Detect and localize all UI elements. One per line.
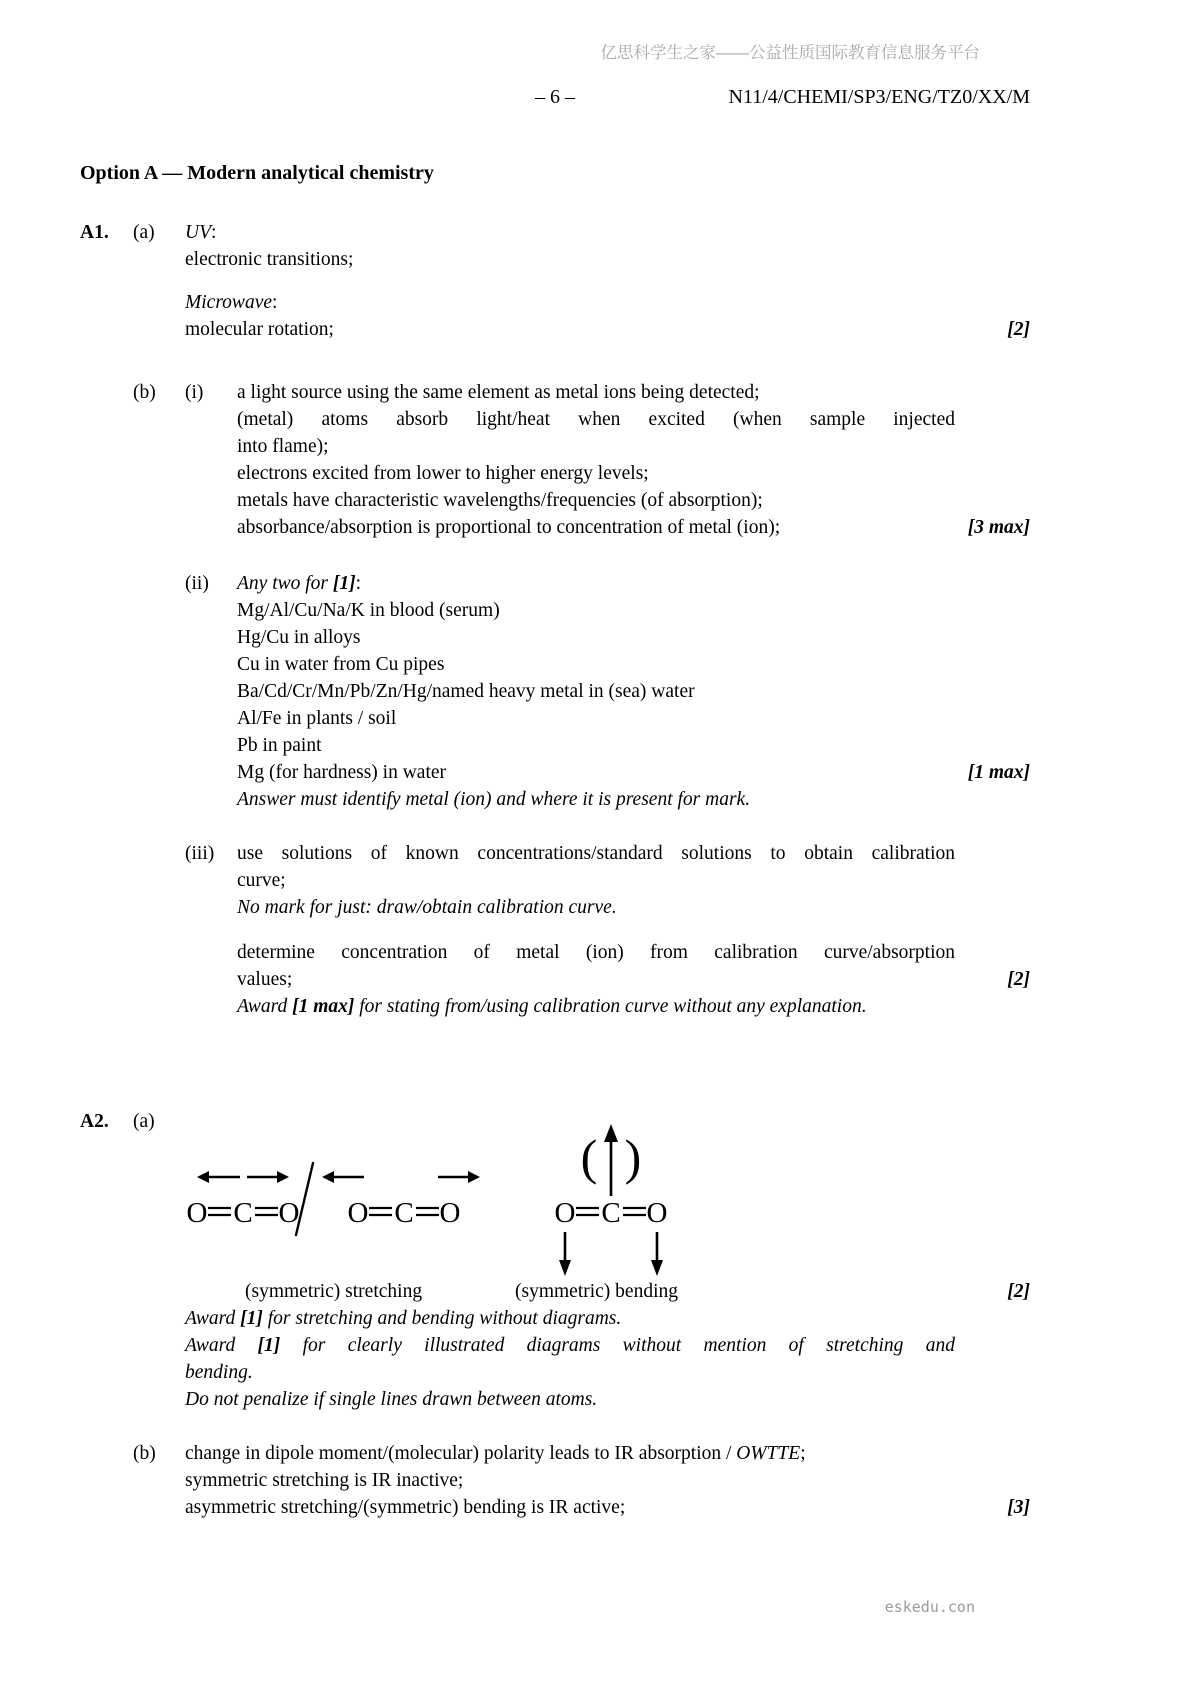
caption-stretching: (symmetric) stretching — [245, 1281, 423, 1302]
mark-a2a: [2] — [1007, 1281, 1030, 1302]
mark-a1bi: [3 max] — [967, 517, 1030, 538]
stretching-diagram-2 — [320, 1108, 482, 1278]
question-a1bii — [80, 570, 1030, 813]
atom-c: C — [394, 1197, 414, 1229]
part-label-b: (b) — [133, 1443, 156, 1464]
answer-line: asymmetric stretching/(symmetric) bending is IR active; [3] — [185, 1494, 1030, 1521]
page-header — [80, 84, 1030, 111]
examiner-note: Award [1] for stretching and bending without diagrams. — [185, 1308, 622, 1329]
subpart-label-ii: (ii) — [185, 573, 209, 594]
answer-line: change in dipole moment/(molecular) polarity leads to IR absorption / OWTTE; — [185, 1443, 806, 1464]
part-label-b: (b) — [133, 382, 156, 403]
question-a2a — [80, 1108, 1030, 1413]
answer-line: Ba/Cd/Cr/Mn/Pb/Zn/Hg/named heavy metal in (sea) water — [237, 681, 695, 702]
mark-a1biii: [2] — [1007, 969, 1030, 990]
option-title: Option A — Modern analytical chemistry — [80, 162, 434, 184]
examiner-note: Do not penalize if single lines drawn between atoms. — [185, 1389, 598, 1410]
part-label-a: (a) — [133, 1111, 155, 1132]
answer-line: molecular rotation; [2] — [185, 316, 1030, 343]
answer-a2b — [185, 1440, 1030, 1521]
answer-line: a light source using the same element as metal ions being detected; — [237, 382, 760, 403]
spacer — [133, 570, 185, 813]
answer-line: symmetric stretching is IR inactive; — [185, 1470, 464, 1491]
examiner-note: Award [1 max] for stating from/using calibration curve without any explanation. — [237, 996, 867, 1017]
answer-line: determine concentration of metal (ion) from calibration curve/absorption — [237, 942, 955, 963]
answer-line: (metal) atoms absorb light/heat when excited (when sample injected — [237, 409, 955, 430]
answer-line: electrons excited from lower to higher energy levels; — [237, 463, 649, 484]
answer-line: metals have characteristic wavelengths/frequencies (of absorption); — [237, 490, 763, 511]
watermark: eskedu.con — [884, 1598, 975, 1616]
spacer — [80, 1440, 133, 1521]
answer-a1bii — [237, 570, 1030, 813]
right-arrow-icon — [468, 1171, 480, 1183]
mark-a1bii: [1 max] — [967, 762, 1030, 783]
answer-line: values; [2] — [237, 966, 1030, 993]
answer-line: Al/Fe in plants / soil — [237, 708, 397, 729]
mark-a2b: [3] — [1007, 1497, 1030, 1518]
examiner-notes — [185, 1305, 1030, 1413]
atom-c: C — [601, 1197, 621, 1229]
answer-a1bi — [237, 379, 1030, 541]
bending-diagram — [553, 1108, 669, 1278]
spacer — [80, 570, 133, 813]
answer-line: UV: — [185, 222, 217, 243]
question-a1biii — [80, 840, 1030, 1020]
answer-line: Microwave: — [185, 292, 278, 313]
diagram-captions — [185, 1278, 1030, 1305]
left-arrow-icon — [322, 1171, 334, 1183]
spacer — [80, 840, 133, 1020]
term-microwave: Microwave — [185, 292, 272, 313]
answer-line: curve; — [237, 870, 286, 891]
left-arrow-icon — [197, 1171, 209, 1183]
answer-a1a — [185, 219, 1030, 343]
answer-line: absorbance/absorption is proportional to concentration of metal (ion); [3 max] — [237, 514, 1030, 541]
answer-line: electronic transitions; — [185, 249, 354, 270]
answer-line: Hg/Cu in alloys — [237, 627, 361, 648]
page-number: – 6 – — [535, 86, 575, 108]
paren-open: ( — [580, 1129, 598, 1185]
site-banner: 亿思科学生之家——公益性质国际教育信息服务平台 — [600, 44, 980, 62]
answer-line: Pb in paint — [237, 735, 322, 756]
mark-a1a: [2] — [1007, 319, 1030, 340]
part-label-a: (a) — [133, 222, 155, 243]
spacer — [133, 840, 185, 1020]
caption-bending: (symmetric) bending — [515, 1281, 678, 1302]
answer-line: Any two for [1]: — [237, 573, 362, 594]
term-uv: UV — [185, 222, 211, 243]
atom-o: O — [186, 1197, 208, 1229]
atom-o: O — [554, 1197, 576, 1229]
answer-line: Cu in water from Cu pipes — [237, 654, 445, 675]
examiner-note: Award [1] for clearly illustrated diagrams without mention of stretching and — [185, 1335, 955, 1356]
atom-o: O — [439, 1197, 461, 1229]
answer-a2a — [185, 1108, 1030, 1413]
question-a2b — [80, 1440, 1030, 1521]
right-arrow-icon — [277, 1171, 289, 1183]
atom-c: C — [233, 1197, 253, 1229]
answer-line: Mg/Al/Cu/Na/K in blood (serum) — [237, 600, 500, 621]
examiner-note: No mark for just: draw/obtain calibration curve. — [237, 897, 617, 918]
question-number: A1. — [80, 222, 109, 243]
question-a1a — [80, 219, 1030, 343]
question-a1bi — [80, 379, 1030, 541]
examiner-note: Answer must identify metal (ion) and where it is present for mark. — [237, 789, 751, 810]
subpart-label-iii: (iii) — [185, 843, 215, 864]
answer-line: into flame); — [237, 436, 329, 457]
answer-line: use solutions of known concentrations/standard solutions to obtain calibration — [237, 843, 955, 864]
paren-close: ) — [624, 1129, 642, 1185]
atom-o: O — [646, 1197, 668, 1229]
question-number: A2. — [80, 1111, 109, 1132]
answer-line: Mg (for hardness) in water [1 max] — [237, 759, 1030, 786]
co2-vibration-diagram — [185, 1108, 1030, 1278]
paper-code: N11/4/CHEMI/SP3/ENG/TZ0/XX/M — [728, 86, 1030, 108]
subpart-label-i: (i) — [185, 382, 204, 403]
answer-a1biii — [237, 840, 1030, 1020]
down-arrow-icon — [559, 1260, 571, 1276]
down-arrow-icon — [651, 1260, 663, 1276]
atom-o: O — [278, 1197, 300, 1229]
stretching-diagram-1 — [185, 1108, 320, 1278]
atom-o: O — [347, 1197, 369, 1229]
examiner-note: bending. — [185, 1362, 253, 1383]
spacer — [80, 379, 133, 541]
